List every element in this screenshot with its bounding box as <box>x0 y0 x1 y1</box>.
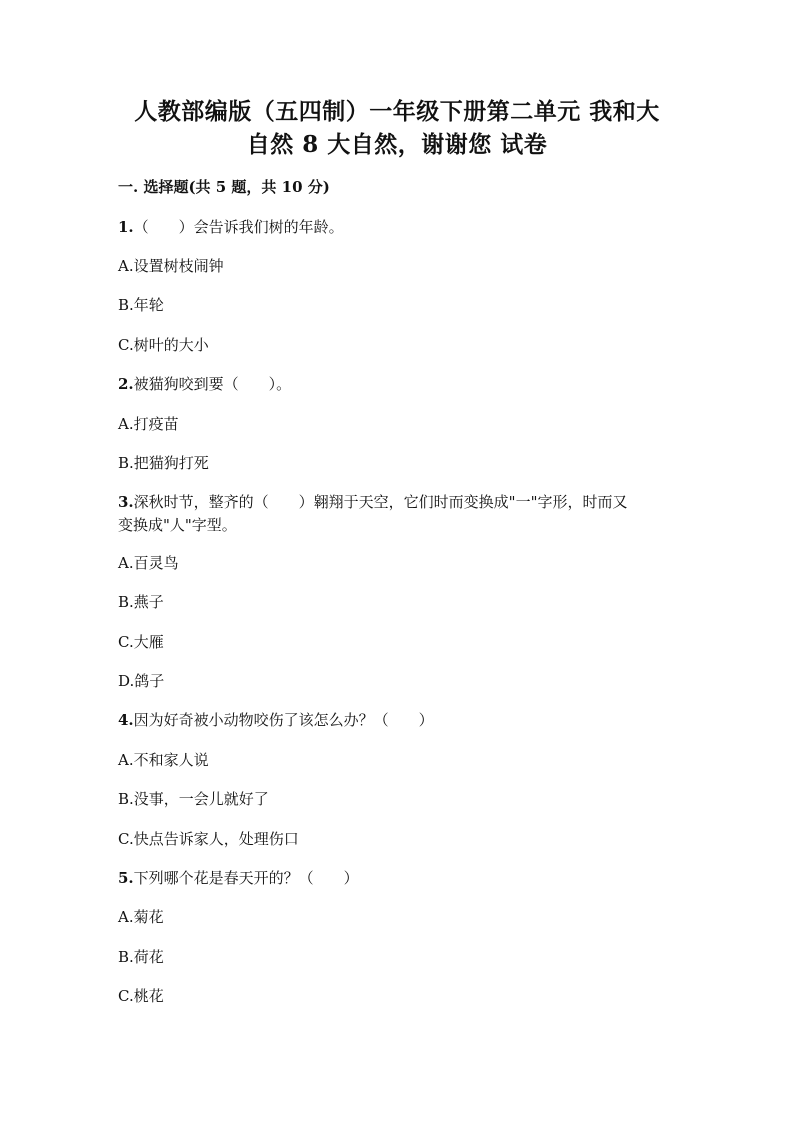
q1-option-b: B.年轮 <box>118 296 164 314</box>
question-1 <box>118 216 678 238</box>
question-stem: 因为好奇被小动物咬伤了该怎么办？（ ） <box>133 711 434 729</box>
q5-option-b: B.荷花 <box>118 948 164 966</box>
question-4 <box>118 709 678 731</box>
q4-option-c: C.快点告诉家人，处理伤口 <box>118 830 299 848</box>
question-stem: 深秋时节，整齐的（ ）翱翔于天空，它们时而变换成"一"字形，时而又 <box>133 493 628 511</box>
question-number: 3. <box>118 493 134 511</box>
q5-option-c: C.桃花 <box>118 987 164 1005</box>
q1-option-c: C.树叶的大小 <box>118 336 209 354</box>
question-3 <box>118 491 678 513</box>
question-stem: 被猫狗咬到要（ ）。 <box>133 375 292 393</box>
q2-option-a: A.打疫苗 <box>118 415 179 433</box>
question-number: 2. <box>118 375 134 393</box>
q4-option-a: A.不和家人说 <box>118 751 209 769</box>
question-stem: 下列哪个花是春天开的？（ ） <box>133 869 359 887</box>
question-stem: （ ）会告诉我们树的年龄。 <box>133 218 344 236</box>
question-5 <box>118 867 678 889</box>
q5-option-a: A.菊花 <box>118 908 164 926</box>
question-number: 4. <box>118 711 134 729</box>
q3-option-a: A.百灵鸟 <box>118 554 179 572</box>
question-number: 1. <box>118 218 134 236</box>
q2-option-b: B.把猫狗打死 <box>118 454 209 472</box>
question-3-continuation: 变换成"人"字型。 <box>118 516 237 534</box>
q1-option-a: A.设置树枝闹钟 <box>118 257 224 275</box>
page-title-line-1: 人教部编版（五四制）一年级下册第二单元 我和大 <box>134 98 660 125</box>
section-heading: 一. 选择题(共 5 题，共 10 分) <box>118 178 330 196</box>
q3-option-c: C.大雁 <box>118 633 164 651</box>
q3-option-b: B.燕子 <box>118 593 164 611</box>
question-number: 5. <box>118 869 134 887</box>
q4-option-b: B.没事，一会儿就好了 <box>118 790 269 808</box>
page-title-line-2: 自然 8 大自然，谢谢您 试卷 <box>246 131 548 158</box>
question-2 <box>118 373 678 395</box>
q3-option-d: D.鸽子 <box>118 672 165 690</box>
